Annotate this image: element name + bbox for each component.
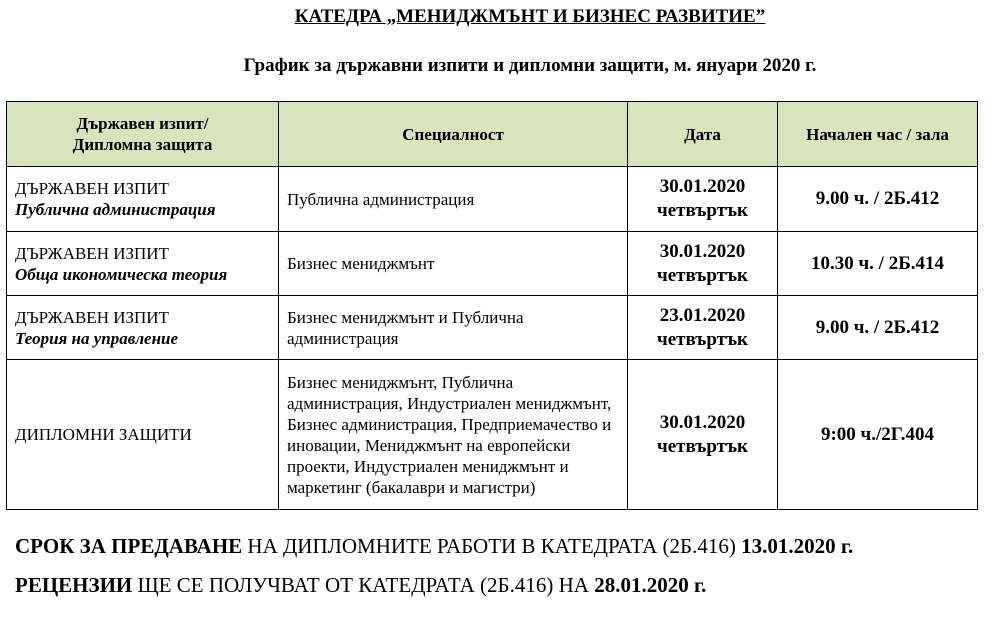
- exam-weekday: четвъртък: [656, 328, 749, 350]
- column-header-type: Държавен изпит/ Дипломна защита: [7, 102, 279, 167]
- table-row: [7, 296, 978, 360]
- exam-type: ДЪРЖАВЕН ИЗПИТ: [15, 179, 169, 198]
- column-header-specialty: Специалност: [279, 102, 628, 167]
- column-header-date: Дата: [628, 102, 778, 167]
- exam-date: 23.01.2020: [659, 304, 746, 326]
- deadline-date: 13.01.2020 г.: [741, 534, 854, 558]
- schedule-table: [6, 101, 978, 510]
- exam-type-cell: [7, 232, 279, 296]
- exam-subject: Обща икономическа теория: [15, 264, 228, 284]
- deadline-label: СРОК ЗА ПРЕДАВАНЕ: [15, 534, 243, 558]
- exam-date: 30.01.2020: [659, 176, 746, 197]
- date-cell: [628, 232, 778, 296]
- specialty-cell: Публична администрация: [279, 167, 628, 232]
- table-row: [7, 167, 978, 232]
- column-header-time-room: Начален час / зала: [778, 102, 978, 167]
- table-row: [7, 232, 978, 296]
- table-row: [7, 360, 978, 510]
- exam-type: ДЪРЖАВЕН ИЗПИТ: [15, 307, 169, 327]
- date-cell: [628, 296, 778, 360]
- time-room-cell: 10.30 ч. / 2Б.414: [778, 232, 978, 296]
- exam-type: ДИПЛОМНИ ЗАЩИТИ: [15, 425, 192, 444]
- date-cell: [628, 360, 778, 510]
- exam-date: 30.01.2020: [659, 240, 746, 262]
- time-room-cell: 9:00 ч./2Г.404: [778, 360, 978, 510]
- exam-weekday: четвъртък: [656, 200, 749, 221]
- exam-subject: Публична администрация: [15, 200, 216, 219]
- exam-date: 30.01.2020: [659, 411, 746, 433]
- specialty-cell: Бизнес мениджмънт: [279, 232, 628, 296]
- reviews-date: 28.01.2020 г.: [594, 573, 707, 597]
- time-room-cell: 9.00 ч. / 2Б.412: [778, 296, 978, 360]
- date-cell: [628, 167, 778, 232]
- page-title: КАТЕДРА „МЕНИДЖМЪНТ И БИЗНЕС РАЗВИТИЕ”: [294, 6, 766, 27]
- exam-subject: Теория на управление: [15, 328, 179, 348]
- table-header-row: [7, 102, 978, 167]
- specialty-cell: Бизнес мениджмънт, Публична администрация, Индустриален мениджмънт, Бизнес администрация, Предприемачество и иновации, Мениджмънт на европейски проекти, Индустриален мениджмънт и маркетинг (бакалаври и магистри): [279, 360, 628, 510]
- reviews-text: ЩЕ СЕ ПОЛУЧВАТ ОТ КАТЕДРАТА (2Б.416) НА: [132, 573, 595, 597]
- exam-type-cell: [7, 296, 279, 360]
- exam-type: ДЪРЖАВЕН ИЗПИТ: [15, 243, 169, 263]
- exam-type-cell: [7, 167, 279, 232]
- exam-weekday: четвъртък: [656, 435, 749, 457]
- exam-type-cell: [7, 360, 279, 510]
- specialty-cell: Бизнес мениджмънт и Публична администрация: [279, 296, 628, 360]
- exam-weekday: четвъртък: [656, 264, 749, 286]
- page-subtitle: График за държавни изпити и дипломни защити, м. януари 2020 г.: [243, 55, 817, 76]
- reviews-note: [15, 573, 706, 598]
- time-room-cell: 9.00 ч. / 2Б.412: [778, 167, 978, 232]
- deadline-text: НА ДИПЛОМНИТЕ РАБОТИ В КАТЕДРАТА (2Б.416): [242, 534, 742, 558]
- submission-deadline-note: [15, 534, 853, 559]
- reviews-label: РЕЦЕНЗИИ: [15, 573, 133, 597]
